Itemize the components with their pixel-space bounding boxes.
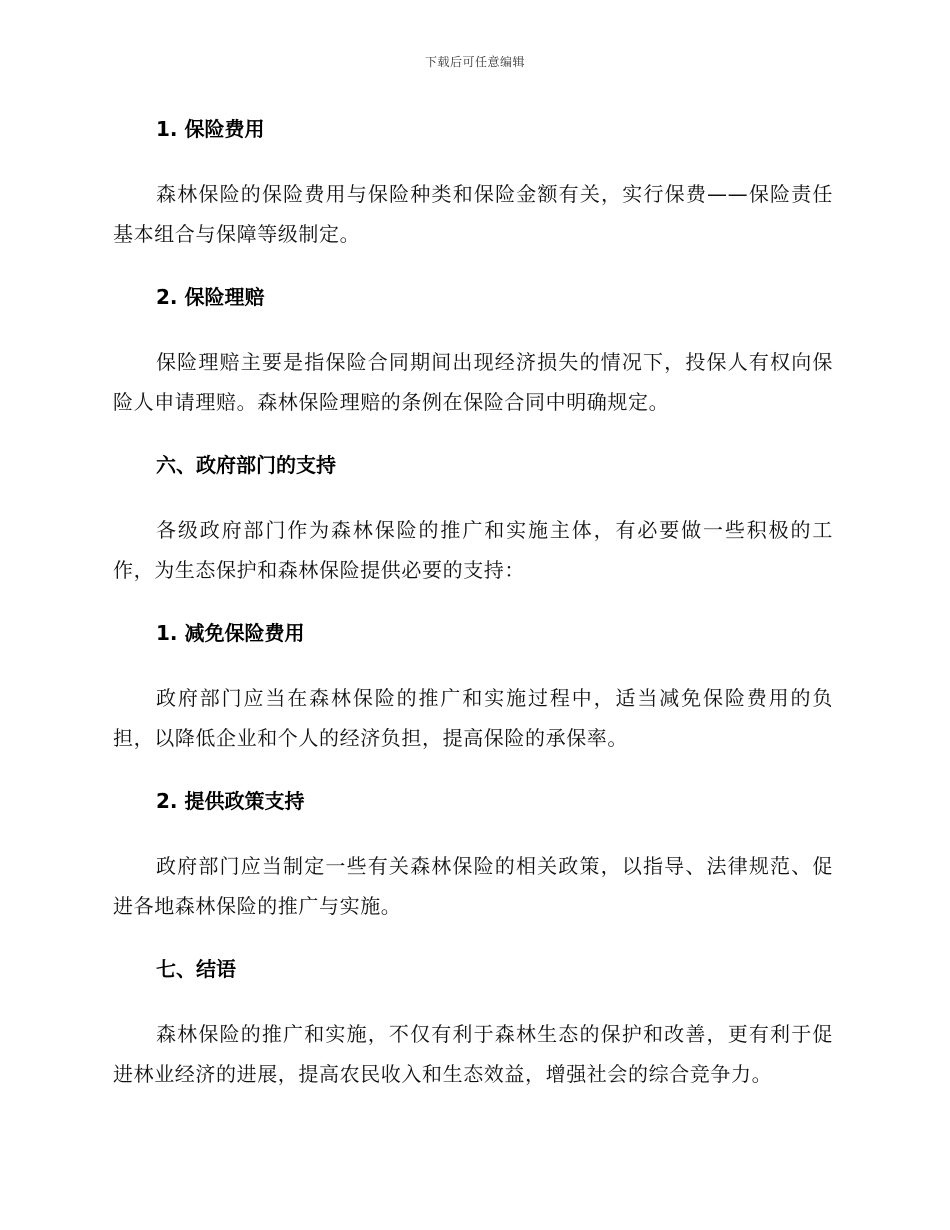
document-body xyxy=(113,112,833,1120)
section-paragraph-insurance-fee: 森林保险的保险费用与保险种类和保险金额有关，实行保费——保险责任基本组合与保障等级制定。 xyxy=(113,182,833,246)
section-heading-insurance-claims: 2. 保险理赔 xyxy=(156,285,265,309)
section-paragraph-government-support: 各级政府部门作为森林保险的推广和实施主体，有必要做一些积极的工作，为生态保护和森林保险提供必要的支持： xyxy=(113,518,833,582)
section-heading-fee-reduction: 1. 减免保险费用 xyxy=(156,621,305,645)
section-paragraph-fee-reduction: 政府部门应当在森林保险的推广和实施过程中，适当减免保险费用的负担，以降低企业和个人的经济负担，提高保险的承保率。 xyxy=(113,686,833,750)
section-heading-policy-support: 2. 提供政策支持 xyxy=(156,789,305,813)
section-heading-insurance-fee: 1. 保险费用 xyxy=(156,117,265,141)
section-paragraph-insurance-claims: 保险理赔主要是指保险合同期间出现经济损失的情况下，投保人有权向保险人申请理赔。森林保险理赔的条例在保险合同中明确规定。 xyxy=(113,350,833,414)
section-heading-conclusion: 七、结语 xyxy=(156,957,236,981)
section-paragraph-policy-support: 政府部门应当制定一些有关森林保险的相关政策，以指导、法律规范、促进各地森林保险的推广与实施。 xyxy=(113,854,833,918)
section-paragraph-conclusion: 森林保险的推广和实施，不仅有利于森林生态的保护和改善，更有利于促进林业经济的进展，提高农民收入和生态效益，增强社会的综合竞争力。 xyxy=(113,1022,833,1086)
section-heading-government-support: 六、政府部门的支持 xyxy=(156,453,336,477)
header-note: 下载后可任意编辑 xyxy=(424,55,525,69)
